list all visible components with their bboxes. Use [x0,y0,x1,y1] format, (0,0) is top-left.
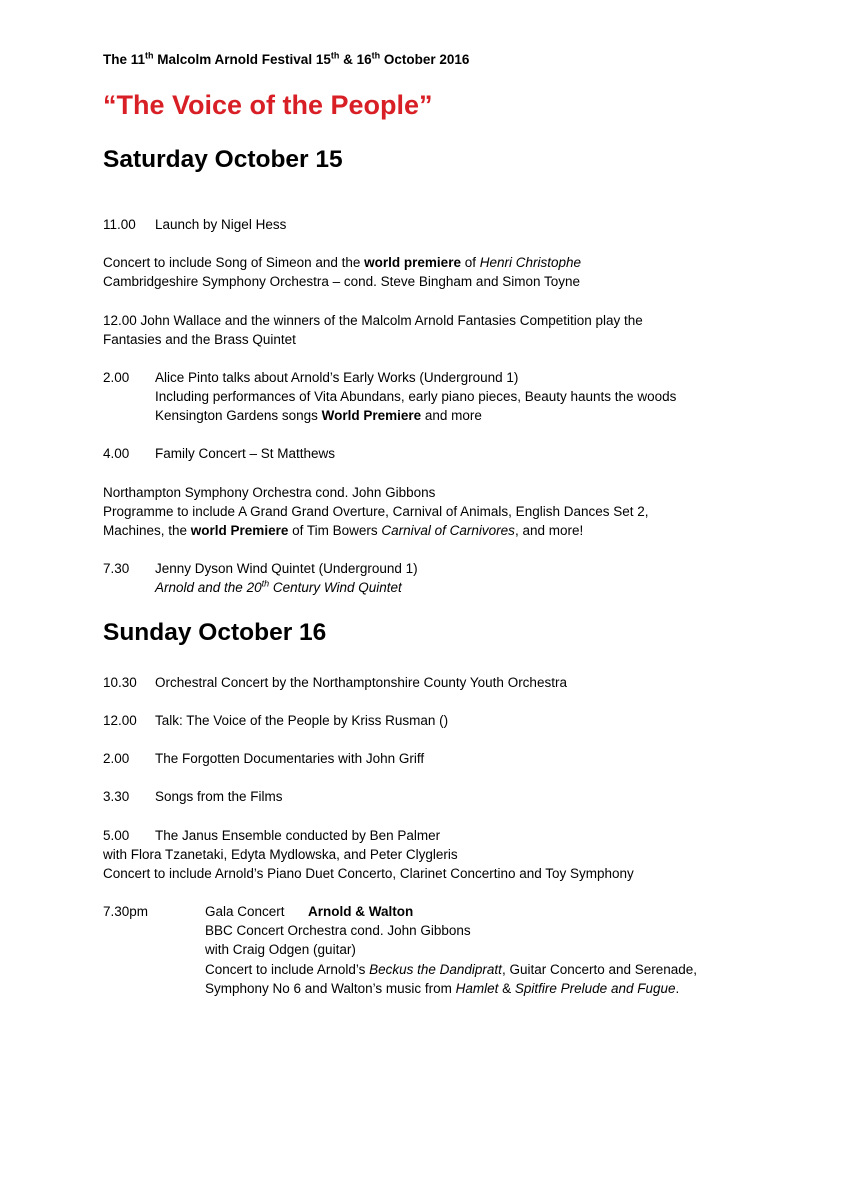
sat-event-200-line-2: Including performances of Vita Abundans, early piano pieces, Beauty haunts the woods [155,389,677,404]
sat-event-730-line-1: Jenny Dyson Wind Quintet (Underground 1) [155,561,418,576]
sat-concert-line-1: Concert to include Song of Simeon and the world premiere of Henri Christophe [103,255,582,270]
sun-event-500-line-2: with Flora Tzanetaki, Edyta Mydlowska, and Peter Clygleris [103,847,458,862]
sat-concert-line-2: Cambridgeshire Symphony Orchestra – cond. Steve Bingham and Simon Toyne [103,274,581,289]
sun-event-330-text: Songs from the Films [155,789,283,804]
sat-event-730-line-2: Arnold and the 20th Century Wind Quintet [155,578,402,595]
sun-event-200-text: The Forgotten Documentaries with John Griff [155,751,425,766]
sun-event-500-time: 5.00 [103,828,130,843]
sun-event-330-time: 3.30 [103,789,130,804]
sat-nso-line-3: Machines, the world Premiere of Tim Bowers Carnival of Carnivores, and more! [103,523,584,538]
sat-nso-line-2: Programme to include A Grand Grand Overture, Carnival of Animals, English Dances Set 2, [103,504,649,519]
saturday-heading: Saturday October 15 [103,146,343,173]
sun-event-1200-text: Talk: The Voice of the People by Kriss Rusman () [155,713,449,728]
sun-event-1200-time: 12.00 [103,713,137,728]
sun-event-730-line-4: Concert to include Arnold’s Beckus the Dandipratt, Guitar Concerto and Serenade, [205,962,698,977]
sat-event-launch-text: Launch by Nigel Hess [155,217,287,232]
sat-event-400-text: Family Concert – St Matthews [155,446,336,461]
sat-event-1200-line-2: Fantasies and the Brass Quintet [103,332,296,347]
sun-event-1030-text: Orchestral Concert by the Northamptonshire County Youth Orchestra [155,675,567,690]
festival-title: “The Voice of the People” [103,90,433,120]
sunday-heading: Sunday October 16 [103,619,327,646]
sun-event-730-line-5: Symphony No 6 and Walton’s music from Hamlet & Spitfire Prelude and Fugue. [205,981,680,996]
sun-event-500-line-1: The Janus Ensemble conducted by Ben Palmer [155,828,441,843]
sun-event-200-time: 2.00 [103,751,130,766]
sat-event-200-time: 2.00 [103,370,130,385]
sat-event-launch [103,215,136,234]
sun-event-1030-time: 10.30 [103,675,137,690]
sat-event-400-time: 4.00 [103,446,130,461]
sun-event-730-line-3: with Craig Odgen (guitar) [205,942,356,957]
sun-event-730-line-2: BBC Concert Orchestra cond. John Gibbons [205,923,471,938]
sat-nso-line-1: Northampton Symphony Orchestra cond. John Gibbons [103,485,436,500]
sat-event-730-time: 7.30 [103,561,130,576]
sun-event-730-time: 7.30pm [103,904,149,919]
sat-event-200-line-3: Kensington Gardens songs World Premiere and more [155,408,482,423]
sun-event-730-line-1a: Gala Concert [205,904,285,919]
sun-event-730-line-1b: Arnold & Walton [308,904,414,919]
festival-header: The 11th Malcolm Arnold Festival 15th & 16th October 2016 [103,50,470,67]
sat-event-1200-line-1: 12.00 John Wallace and the winners of the Malcolm Arnold Fantasies Competition play the [103,313,643,328]
sun-event-500-line-3: Concert to include Arnold’s Piano Duet Concerto, Clarinet Concertino and Toy Symphony [103,866,634,881]
sat-event-200-line-1: Alice Pinto talks about Arnold’s Early Works (Underground 1) [155,370,519,385]
event-time: 11.00 [103,217,136,232]
